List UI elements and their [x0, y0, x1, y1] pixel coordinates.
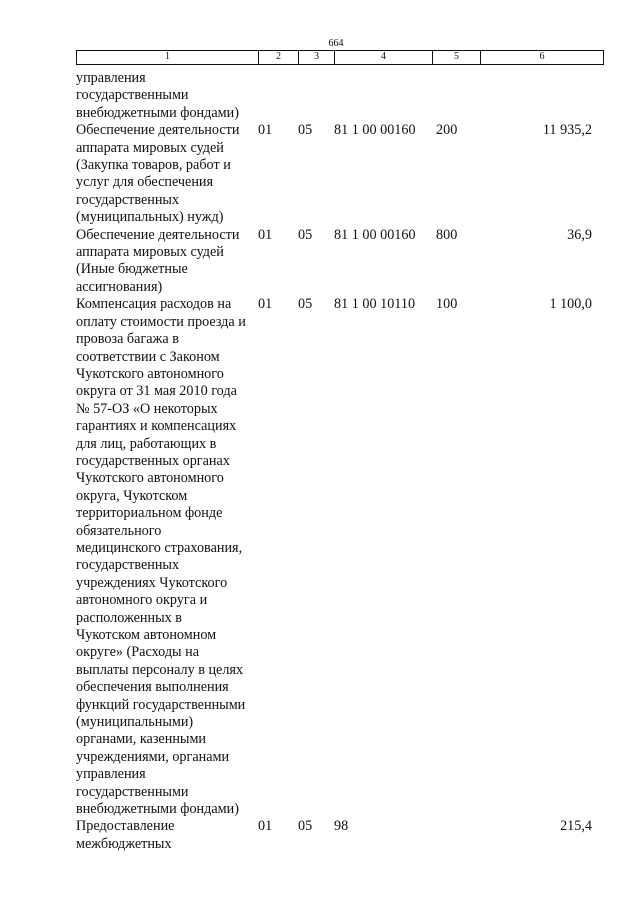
table-row-line	[76, 453, 604, 470]
description-line: Чукотского автономного	[76, 470, 224, 487]
description-line: государственных	[76, 191, 180, 208]
description-line: обязательного	[76, 522, 162, 539]
table-row-line	[76, 70, 604, 87]
table-row-line	[76, 731, 604, 748]
column-header-4: 4	[335, 51, 433, 64]
table-row-line	[76, 470, 604, 487]
description-line: обеспечения выполнения	[76, 679, 229, 696]
description-line: выплаты персоналу в целях	[76, 661, 244, 678]
table-row-line	[76, 349, 604, 366]
column-header-5: 5	[433, 51, 481, 64]
amount-value: 36,9	[567, 226, 592, 243]
target-article-code: 98	[334, 818, 349, 835]
target-article-code: 81 1 00 00160	[334, 226, 416, 243]
description-line: Чукотском автономном	[76, 627, 217, 643]
description-line: (Закупка товаров, работ и	[76, 157, 231, 174]
expense-type-code	[436, 70, 484, 87]
table-row	[76, 227, 604, 297]
table-row-line	[76, 488, 604, 505]
description-line: округа, Чукотском	[76, 487, 188, 504]
table-row-line	[76, 836, 604, 853]
description-line: соответствии с Законом	[76, 348, 220, 365]
table-row-line	[76, 697, 604, 714]
table-row-line	[76, 801, 604, 818]
table-row-line	[76, 818, 604, 835]
table-row-line	[76, 383, 604, 400]
table-row-line	[76, 592, 604, 609]
description-line: медицинского страхования,	[76, 539, 243, 556]
target-article-code: 81 1 00 00160	[334, 122, 416, 139]
amount-value: 11 935,2	[542, 122, 592, 139]
table-row-line	[76, 436, 604, 453]
table-row-line	[76, 523, 604, 540]
description-line: расположенных в	[76, 609, 182, 626]
table-row-line	[76, 174, 604, 191]
table-row-line	[76, 157, 604, 174]
target-article-code	[334, 70, 436, 87]
description-line: управления	[76, 766, 146, 783]
table-row-line	[76, 279, 604, 296]
expense-type-code: 800	[436, 226, 458, 243]
table-row-line	[76, 244, 604, 261]
description-line: для лиц, работающих в	[76, 435, 217, 452]
expense-type-code	[436, 818, 484, 835]
page-number: 664	[328, 38, 344, 49]
table-row-line	[76, 122, 604, 139]
description-line: услуг для обеспечения	[76, 174, 214, 191]
description-line: органами, казенными	[76, 731, 207, 748]
table-row-line	[76, 644, 604, 661]
table-row-line	[76, 401, 604, 418]
table-row-line	[76, 331, 604, 348]
podrazdel-code: 05	[298, 296, 313, 313]
table-row-line	[76, 749, 604, 766]
table-row-line	[76, 610, 604, 627]
podrazdel-code	[298, 70, 334, 87]
description-line: функций государственными	[76, 696, 246, 713]
table-row-line	[76, 296, 604, 313]
table-row	[76, 818, 604, 853]
description-line: управления	[76, 70, 146, 86]
table-row-line	[76, 714, 604, 731]
description-line: государственных органах	[76, 452, 230, 469]
table-row-line	[76, 766, 604, 783]
description-line: территориальном фонде	[76, 505, 223, 522]
column-header-1: 1	[77, 51, 259, 64]
description-line: аппарата мировых судей	[76, 244, 224, 261]
table-row-line	[76, 227, 604, 244]
column-header-2: 2	[259, 51, 299, 64]
target-article-code: 81 1 00 10110	[334, 296, 416, 313]
column-header-3: 3	[299, 51, 335, 64]
table-row-line	[76, 87, 604, 104]
description-line: провоза багажа в	[76, 331, 179, 348]
razdel-code: 01	[258, 296, 273, 313]
table-row	[76, 296, 604, 818]
amount-value	[484, 70, 604, 87]
expense-type-code: 200	[436, 122, 458, 139]
podrazdel-code: 05	[298, 226, 313, 243]
column-header-6: 6	[539, 51, 545, 62]
description-line: учреждениями, органами	[76, 748, 230, 765]
description-line: № 57-ОЗ «О некоторых	[76, 400, 218, 417]
razdel-code: 01	[258, 226, 273, 243]
description-line: оплату стоимости проезда и	[76, 313, 246, 330]
description-line: государственными	[76, 783, 189, 800]
description-line: Обеспечение деятельности	[76, 122, 240, 139]
description-line: Компенсация расходов на	[76, 296, 232, 313]
table-row-line	[76, 575, 604, 592]
podrazdel-code: 05	[298, 122, 313, 139]
description-line: округе» (Расходы на	[76, 644, 200, 661]
description-line: гарантиях и компенсациях	[76, 418, 237, 435]
amount-value: 215,4	[560, 818, 592, 835]
table-row-line	[76, 505, 604, 522]
expense-type-code: 100	[436, 296, 458, 313]
description-line: Обеспечение деятельности	[76, 226, 240, 243]
amount-value: 1 100,0	[549, 296, 592, 313]
table-row-line	[76, 192, 604, 209]
description-line: (муниципальных) нужд)	[76, 209, 224, 226]
description-line: (Иные бюджетные	[76, 261, 188, 278]
table-row-line	[76, 366, 604, 383]
table-row-line	[76, 105, 604, 122]
table-row-line	[76, 540, 604, 557]
description-line: (муниципальными)	[76, 714, 194, 731]
description-line: межбюджетных	[76, 835, 172, 852]
table-row-line	[76, 418, 604, 435]
razdel-code: 01	[258, 818, 273, 835]
table-row-line	[76, 140, 604, 157]
description-line: аппарата мировых судей	[76, 139, 224, 156]
description-line: Предоставление	[76, 818, 175, 835]
description-line: внебюджетными фондами)	[76, 801, 239, 818]
podrazdel-code: 05	[298, 818, 313, 835]
table-row-line	[76, 557, 604, 574]
table-row-line	[76, 784, 604, 801]
table-row	[76, 122, 604, 226]
description-line: автономного округа и	[76, 592, 208, 609]
table-row-line	[76, 662, 604, 679]
description-line: государственных	[76, 557, 180, 574]
table-row	[76, 70, 604, 122]
razdel-code: 01	[258, 122, 273, 139]
table-row-line	[76, 627, 604, 644]
description-line: Чукотского автономного	[76, 365, 224, 382]
table-row-line	[76, 261, 604, 278]
table-row-line	[76, 679, 604, 696]
description-line: учреждениях Чукотского	[76, 574, 228, 591]
razdel-code	[258, 70, 298, 87]
description-line: государственными	[76, 87, 189, 104]
table-row-line	[76, 209, 604, 226]
table-body	[76, 70, 604, 853]
table-header-row	[76, 50, 604, 65]
table-row-line	[76, 314, 604, 331]
description-line: округа от 31 мая 2010 года	[76, 383, 237, 400]
description-line: внебюджетными фондами)	[76, 104, 239, 121]
description-line: ассигнования)	[76, 278, 163, 295]
